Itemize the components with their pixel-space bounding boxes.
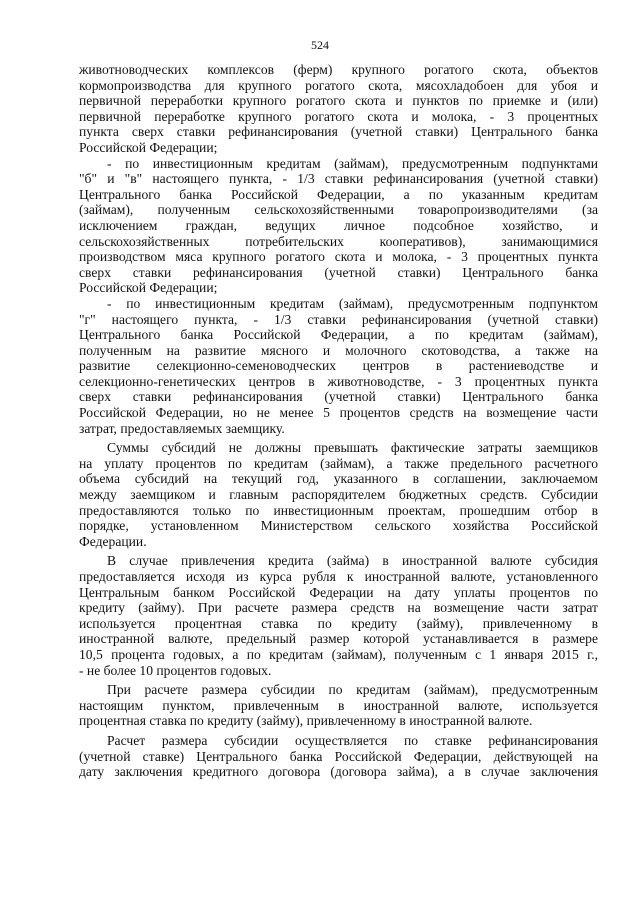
text-line: между заемщиком и главным распорядителем бюджетных средств. Субсидии: [79, 487, 598, 503]
text-line: "б" и "в" настоящего пункта, - 1/3 ставки рефинансирования (учетной ставки): [79, 171, 598, 187]
text-line: "г" настоящего пункта, - 1/3 ставки рефинансирования (учетной ставки): [79, 311, 598, 327]
text-line: Российской Федерации;: [79, 280, 218, 296]
text-line: Центрального банка Российской Федерации, а по указанным кредитам: [79, 186, 598, 202]
text-line: сверх ставки рефинансирования (учетной ставки) Центрального банка: [79, 264, 598, 280]
text-line: - не более 10 процентов годовых.: [79, 662, 272, 678]
text-line: - по инвестиционным кредитам (займам), предусмотренным подпунктом: [107, 295, 598, 311]
text-line: предоставляются только по инвестиционным проектам, прошедшим отбор в: [79, 502, 598, 518]
text-line: на уплату процентов по кредитам (займам), а также предельного расчетного: [79, 455, 598, 471]
text-line: затрат, предоставляемых заемщику.: [79, 420, 285, 436]
paragraph: [79, 553, 598, 678]
page-number: 524: [311, 38, 329, 52]
paragraph: [79, 682, 598, 729]
text-line: настоящим пунктом, привлеченным в иностранной валюте, используется: [79, 697, 598, 713]
text-line: Суммы субсидий не должны превышать фактические затраты заемщиков: [107, 440, 598, 456]
text-line: Центральным банком Российской Федерации на дату уплаты процентов по: [79, 584, 598, 600]
text-line: 10,5 процента годовых, а по кредитам (займам), полученным с 1 января 2015 г.,: [79, 646, 598, 662]
text-line: (учетной ставке) Центрального банка Российской Федерации, действующей на: [79, 748, 598, 764]
paragraph: [79, 733, 598, 780]
text-line: исключением граждан, ведущих личное подсобное хозяйство, и: [79, 217, 598, 233]
text-line: производством мяса крупного рогатого скота и молока, - 3 процентных пункта: [79, 249, 598, 265]
text-line: полученным на развитие мясного и молочного скотоводства, а также на: [79, 342, 598, 358]
text-line: кормопроизводства для крупного рогатого скота, мясохладобоен для убоя и: [79, 77, 598, 93]
text-line: развитие селекционно-семеноводческих центров в растениеводстве и: [79, 358, 598, 374]
paragraph: [79, 62, 598, 156]
text-line: кредиту (займу). При расчете размера средств на возмещение части затрат: [79, 600, 598, 616]
text-line: Расчет размера субсидии осуществляется по ставке рефинансирования: [107, 732, 598, 748]
document-body: [79, 62, 598, 780]
text-line: используется процентная ставка по кредиту (займу), привлеченному в: [79, 615, 598, 631]
text-line: - по инвестиционным кредитам (займам), предусмотренным подпунктами: [107, 155, 598, 171]
text-line: пункта сверх ставки рефинансирования (учетной ставки) Центрального банка: [79, 124, 598, 140]
text-line: первичной переработки крупного рогатого скота и пунктов по приемке и (или): [79, 93, 598, 109]
text-line: дату заключения кредитного договора (договора займа), а в случае заключения: [79, 764, 598, 780]
text-line: Российской Федерации, но не менее 5 процентов средств на возмещение части: [79, 405, 598, 421]
text-line: (займам), полученным сельскохозяйственными товаропроизводителями (за: [79, 202, 598, 218]
text-line: Российской Федерации;: [79, 139, 218, 155]
text-line: При расчете размера субсидии по кредитам (займам), предусмотренным: [107, 682, 598, 698]
paragraph: [79, 296, 598, 436]
text-line: В случае привлечения кредита (займа) в иностранной валюте субсидия: [107, 553, 598, 569]
text-line: сверх ставки рефинансирования (учетной ставки) Центрального банка: [79, 389, 598, 405]
text-line: Центрального банка Российской Федерации, а по кредитам (займам),: [79, 327, 598, 343]
paragraph: [79, 156, 598, 296]
text-line: порядке, установленном Министерством сельского хозяйства Российской: [79, 518, 598, 534]
text-line: иностранной валюте, предельный размер которой устанавливается в размере: [79, 631, 598, 647]
text-line: объема субсидий на текущий год, указанного в соглашении, заключаемом: [79, 471, 598, 487]
text-line: сельскохозяйственных потребительских кооперативов), занимающимися: [79, 233, 598, 249]
text-line: первичной переработке крупного рогатого скота и молока, - 3 процентных: [79, 108, 598, 124]
text-line: животноводческих комплексов (ферм) крупного рогатого скота, объектов: [79, 62, 598, 77]
text-line: Федерации.: [79, 533, 147, 549]
paragraph: [79, 440, 598, 549]
text-line: процентная ставка по кредиту (займу), привлеченному в иностранной валюте.: [79, 713, 533, 729]
text-line: селекционно-генетических центров в животноводстве, - 3 процентных пункта: [79, 373, 598, 389]
text-line: предоставляется исходя из курса рубля к иностранной валюте, установленного: [79, 569, 598, 584]
